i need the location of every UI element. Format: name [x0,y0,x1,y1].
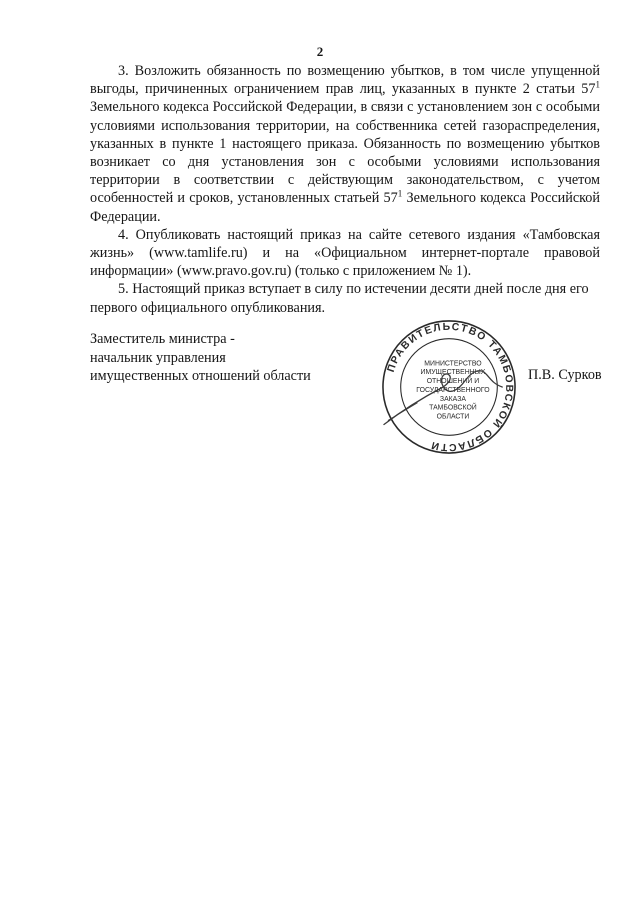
seal-center-line: ИМУЩЕСТВЕННЫХ [420,369,486,377]
seal-ring-textpath: ПРАВИТЕЛЬСТВО ТАМБОВСКОЙ ОБЛАСТИ [385,321,515,453]
document-body [90,62,600,317]
superscript-1: 1 [595,79,600,90]
signer-title-line-3: имущественных отношений области [90,368,311,384]
seal-center-line: ГОСУДАРСТВЕННОГО [416,386,490,394]
paragraph-5: 5. Настоящий приказ вступает в силу по истечении десяти дней после дня его первого официального опубликования. [90,281,589,316]
seal-center-line: ОБЛАСТИ [436,413,470,421]
paragraph-3-part-2: Земельного кодекса Российской Федерации, в связи с установлением зон с особыми условиями использования территории, на собственника сетей газораспределения, указанных в пункте 1 настоящего приказа. Обязанность по возмещению убытков возникает со дня установления зон с особыми условиями использования территории в соответствии с действующим законодательством, с учетом особенностей и сроков, установленных статьей 57 [90,99,600,207]
superscript-2: 1 [397,188,403,199]
signer-title-line-1: Заместитель министра - [90,331,235,347]
paragraph-3 [90,62,600,226]
seal-center-line: МИНИСТЕРСТВО [424,360,482,368]
signature-stroke-tail [388,403,418,421]
official-seal [380,318,518,456]
seal-center-line: ЗАКАЗА [439,395,466,403]
signature-block [90,330,311,386]
seal-center-line: ТАМБОВСКОЙ [429,404,477,412]
signer-title-line-2: начальник управления [90,349,226,366]
paragraph-3-part-1: 3. Возложить обязанность по возмещению убытков, в том числе упущенной выгоды, причиненных ограничением прав лиц, указанных в пункте 2 статьи 57 [90,63,600,98]
signer-name: П.В. Сурков [528,367,602,383]
paragraph-3-part-3: Земельного кодекса Российской Федерации. [90,190,600,225]
seal-center-line: ОТНОШЕНИЙ И [426,378,480,386]
page-number: 2 [316,44,324,59]
paragraph-4: 4. Опубликовать настоящий приказ на сайте сетевого издания «Тамбовская жизнь» (www.tamlife.ru) и на «Официальном интернет-портале правовой информации» (www.pravo.gov.ru) (только с приложением № 1). [90,226,600,280]
